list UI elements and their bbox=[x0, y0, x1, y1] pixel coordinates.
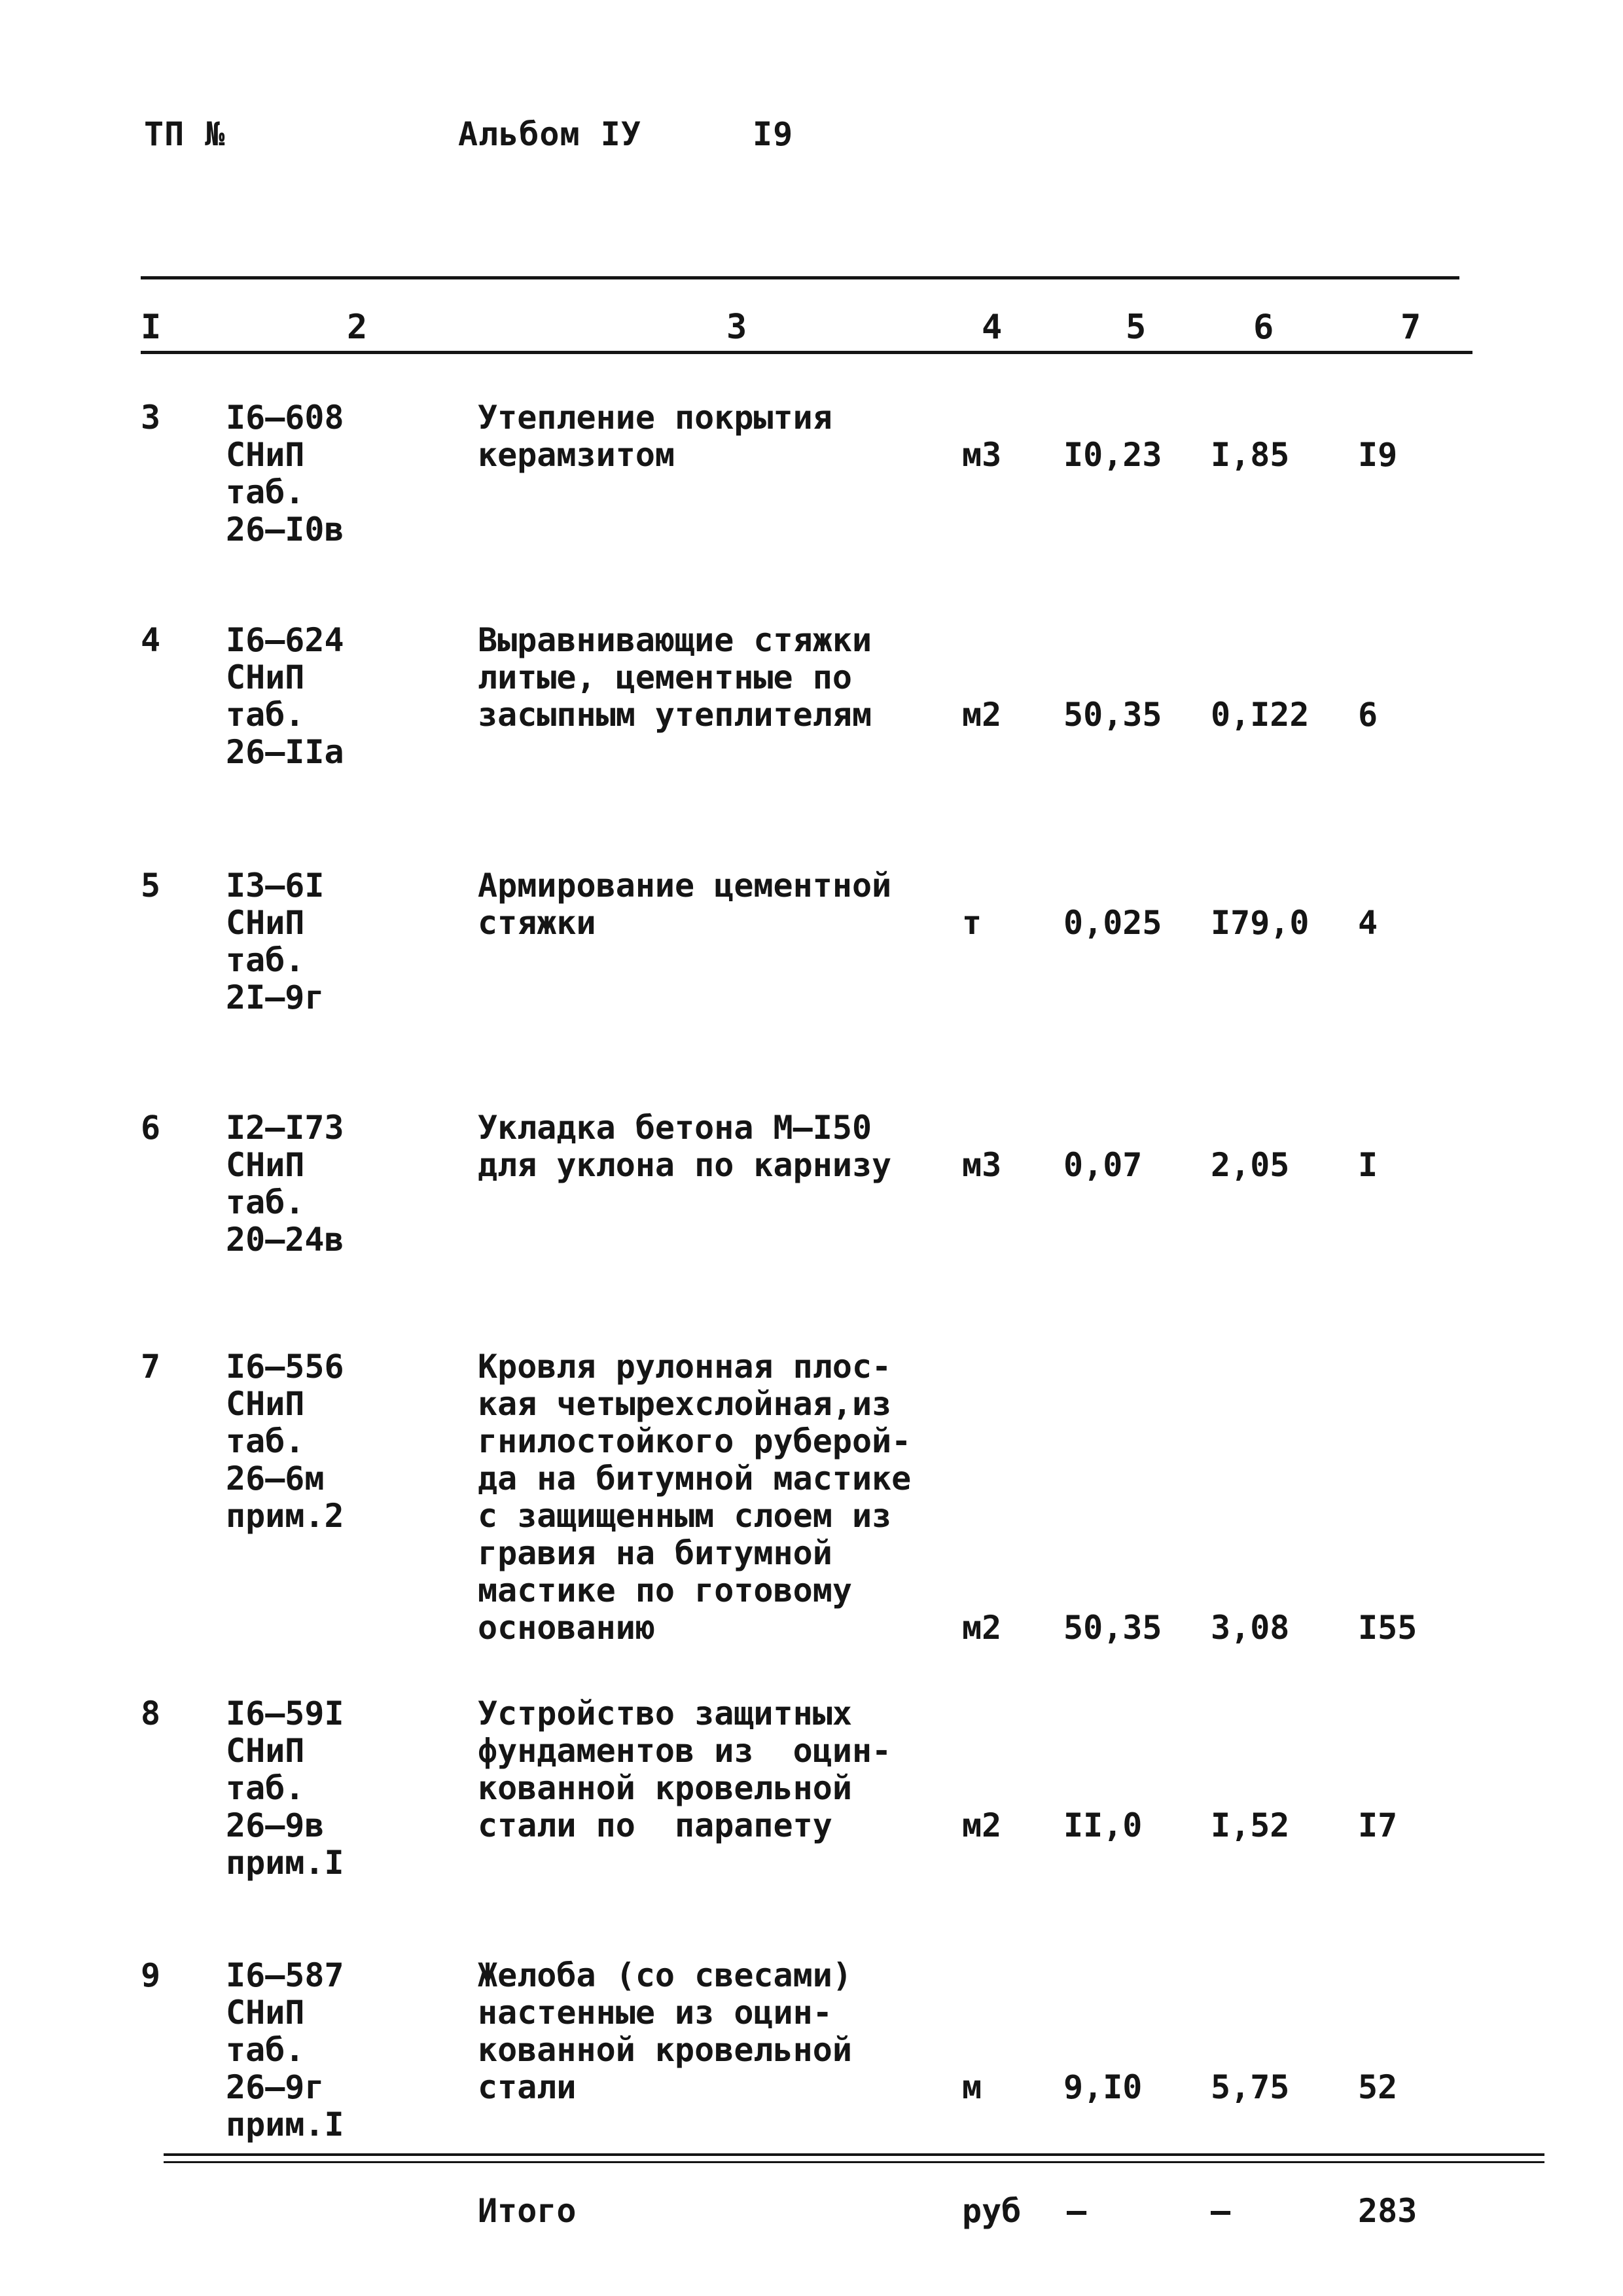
album-label: Альбом ІУ bbox=[458, 115, 641, 153]
quantity: 9,I0 bbox=[1063, 2068, 1143, 2106]
unit-price: 2,05 bbox=[1211, 1146, 1290, 1184]
column-number-row bbox=[0, 308, 1623, 353]
norm-code: I6–59I СНиП таб. 26–9в прим.I bbox=[226, 1695, 344, 1882]
tp-label: ТП № bbox=[144, 115, 226, 153]
quantity: I0,23 bbox=[1063, 436, 1162, 474]
column-number: I bbox=[141, 308, 162, 347]
norm-code: I6–608 СНиП таб. 26–I0в bbox=[226, 399, 344, 548]
norm-code: I6–556 СНиП таб. 26–6м прим.2 bbox=[226, 1348, 344, 1535]
unit-price: 3,08 bbox=[1211, 1609, 1290, 1647]
cost: I bbox=[1358, 1146, 1378, 1184]
unit-price: 0,I22 bbox=[1211, 696, 1310, 734]
unit-price: I79,0 bbox=[1211, 904, 1310, 942]
total-rule-lower bbox=[164, 2161, 1544, 2163]
row-number: 5 bbox=[141, 867, 161, 905]
column-number: 5 bbox=[1126, 308, 1147, 347]
quantity: 0,025 bbox=[1063, 904, 1162, 942]
quantity: 50,35 bbox=[1063, 1609, 1162, 1647]
unit-price: I,85 bbox=[1211, 436, 1290, 474]
unit: т bbox=[962, 904, 982, 942]
unit: м2 bbox=[962, 1806, 1002, 1844]
quantity: 0,07 bbox=[1063, 1146, 1143, 1184]
unit: м2 bbox=[962, 1609, 1002, 1647]
column-number: 4 bbox=[982, 308, 1003, 347]
work-description: Утепление покрытия керамзитом bbox=[478, 399, 832, 474]
row-number: 4 bbox=[141, 621, 161, 659]
total-label: Итого bbox=[478, 2192, 577, 2230]
work-description: Укладка бетона М–I50 для уклона по карнизу bbox=[478, 1109, 892, 1184]
unit: м2 bbox=[962, 696, 1002, 734]
norm-code: I2–I73 СНиП таб. 20–24в bbox=[226, 1109, 344, 1259]
cost: I55 bbox=[1358, 1609, 1418, 1647]
unit: м3 bbox=[962, 1146, 1002, 1184]
cost: I7 bbox=[1358, 1806, 1398, 1844]
row-number: 7 bbox=[141, 1348, 161, 1386]
total-rule-upper bbox=[164, 2153, 1544, 2156]
column-number: 2 bbox=[347, 308, 368, 347]
total-cost: 283 bbox=[1358, 2192, 1418, 2230]
norm-code: I6–587 СНиП таб. 26–9г прим.I bbox=[226, 1956, 344, 2144]
unit-price: 5,75 bbox=[1211, 2068, 1290, 2106]
column-number: 7 bbox=[1400, 308, 1421, 347]
norm-code: I6–624 СНиП таб. 26–IIа bbox=[226, 621, 344, 771]
total-quantity: – bbox=[1067, 2192, 1087, 2230]
work-description: Армирование цементной стяжки bbox=[478, 867, 892, 942]
work-description: Выравнивающие стяжки литые, цементные по засыпным утеплителям bbox=[478, 621, 872, 734]
cost: 52 bbox=[1358, 2068, 1398, 2106]
column-number: 3 bbox=[726, 308, 747, 347]
work-description: Устройство защитных фундаментов из оцин- кованной кровельной стали по парапету bbox=[478, 1695, 892, 1844]
unit: м bbox=[962, 2068, 982, 2106]
column-number: 6 bbox=[1253, 308, 1274, 347]
column-header-rule bbox=[141, 351, 1472, 354]
quantity: 50,35 bbox=[1063, 696, 1162, 734]
page-number: I9 bbox=[753, 115, 794, 153]
row-number: 9 bbox=[141, 1956, 161, 1994]
table-top-rule bbox=[141, 276, 1459, 279]
unit-price: I,52 bbox=[1211, 1806, 1290, 1844]
row-number: 6 bbox=[141, 1109, 161, 1147]
total-unit: руб bbox=[962, 2192, 1022, 2230]
cost: 6 bbox=[1358, 696, 1378, 734]
row-number: 3 bbox=[141, 399, 161, 437]
cost: I9 bbox=[1358, 436, 1398, 474]
norm-code: I3–6I СНиП таб. 2I–9г bbox=[226, 867, 325, 1016]
total-price: – bbox=[1211, 2192, 1231, 2230]
row-number: 8 bbox=[141, 1695, 161, 1732]
cost: 4 bbox=[1358, 904, 1378, 942]
work-description: Желоба (со свесами) настенные из оцин- кованной кровельной стали bbox=[478, 1956, 852, 2106]
work-description: Кровля рулонная плос- кая четырехслойная,из гнилостойкого руберой- да на битумной мастике с защищенным слоем из гравия на битумной мастике по готовому основанию bbox=[478, 1348, 912, 1647]
quantity: II,0 bbox=[1063, 1806, 1143, 1844]
unit: м3 bbox=[962, 436, 1002, 474]
